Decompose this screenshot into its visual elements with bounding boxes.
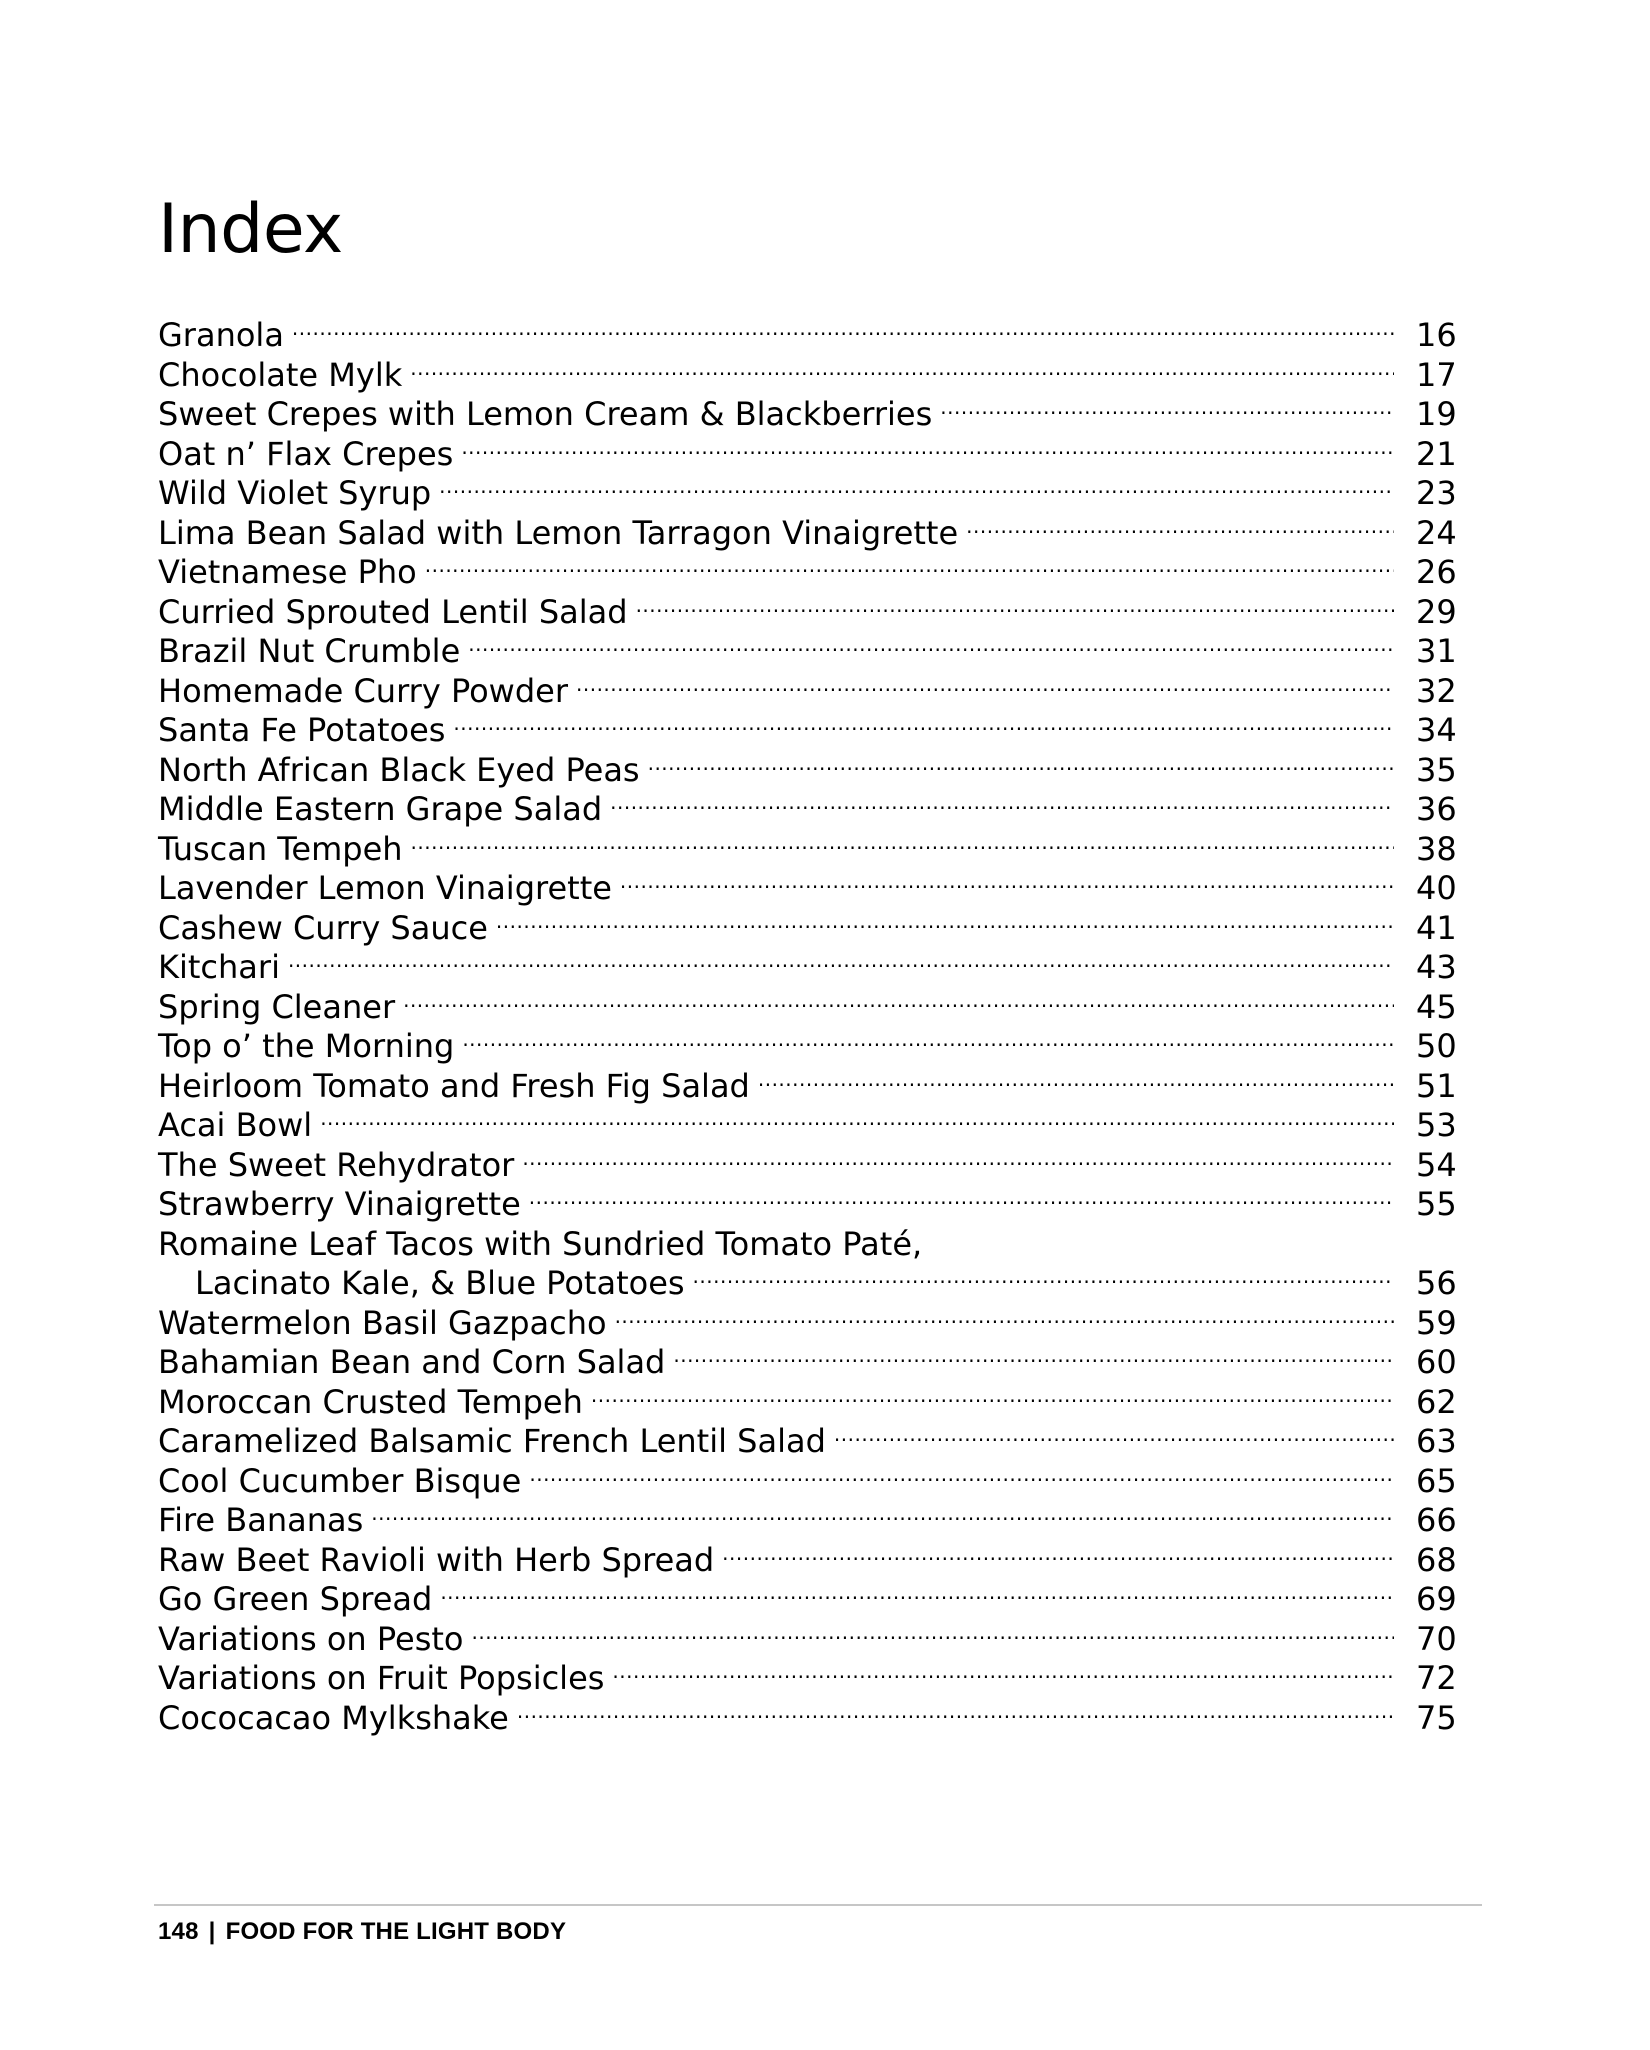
index-entry-page-number: 68 [1416,1540,1457,1579]
page-footer [158,1918,566,1946]
index-entry-page-number: 66 [1416,1501,1457,1539]
index-entry [158,474,1456,514]
index-entry [158,1027,1456,1067]
index-entry [158,1185,1456,1225]
index-entry-page-number: 75 [1416,1698,1457,1737]
index-entry-title: Watermelon Basil Gazpacho [158,1303,607,1342]
index-entry [158,1462,1456,1502]
dot-leader [576,671,1394,711]
index-entry [158,395,1456,435]
index-entry [158,1422,1456,1462]
index-entry-page-number: 16 [1416,316,1457,354]
index-entry-page-number: 53 [1416,1106,1457,1144]
dot-leader [439,473,1394,513]
index-entry-title: Moroccan Crusted Tempeh [158,1382,583,1421]
dot-leader [425,552,1394,592]
dot-leader [320,1105,1394,1145]
index-entry [158,1343,1456,1383]
index-entry-title: Go Green Spread [158,1580,433,1618]
index-entry [158,1264,1456,1304]
index-entry [158,711,1456,751]
index-entry-title: Tuscan Tempeh [158,829,403,868]
dot-leader [288,947,1394,987]
dot-leader [620,868,1394,908]
index-entry [158,1106,1456,1146]
index-entry-page-number: 26 [1416,553,1457,591]
dot-leader [529,1184,1394,1224]
index-entry-title: Kitchari [158,948,280,986]
index-entry-title: Cashew Curry Sauce [158,908,488,947]
index-entry-page-number: 32 [1416,671,1457,710]
index-entry-title: Curried Sprouted Lentil Salad [158,592,628,631]
dot-leader [411,829,1394,869]
dot-leader [468,631,1394,671]
index-entry-title: Bahamian Bean and Corn Salad [158,1343,666,1381]
index-entry [158,1501,1456,1541]
dot-leader [834,1421,1394,1461]
index-entry-title: Caramelized Balsamic French Lentil Salad [158,1422,826,1460]
index-entry [158,751,1456,791]
index-entry-page-number: 19 [1416,395,1457,433]
footer-divider [154,1904,1482,1906]
index-entry [158,1067,1456,1107]
page-title: Index [158,190,343,269]
index-entry [158,1659,1456,1699]
footer-book-title: FOOD FOR THE LIGHT BODY [225,1918,567,1945]
index-entry-title: Santa Fe Potatoes [158,711,446,749]
index-entry-page-number: 55 [1416,1185,1457,1223]
index-entry [158,790,1456,830]
dot-leader [591,1382,1394,1422]
index-entry-title: Middle Eastern Grape Salad [158,790,603,828]
dot-leader [966,513,1394,553]
dot-leader [410,355,1394,395]
dot-leader [371,1500,1394,1540]
index-entry [158,909,1456,949]
dot-leader [610,789,1394,829]
index-entry-title: Lavender Lemon Vinaigrette [158,869,612,907]
dot-leader [517,1698,1394,1738]
index-entry-page-number: 31 [1416,632,1457,670]
index-entry-page-number: 40 [1416,869,1457,907]
index-entry-title: Wild Violet Syrup [158,474,432,512]
index-entry-title: Sweet Crepes with Lemon Cream & Blackberries [158,395,933,433]
index-entry-title: Cool Cucumber Bisque [158,1461,522,1500]
dot-leader [673,1342,1394,1382]
dot-leader [693,1263,1394,1303]
index-entry [158,948,1456,988]
index-entry [158,632,1456,672]
index-entry [158,1620,1456,1660]
dot-leader [462,1026,1394,1066]
index-entry-title: Fire Bananas [158,1501,364,1539]
index-entry [158,1304,1456,1344]
index-entry-page-number: 17 [1416,355,1457,394]
index-entry-title: Brazil Nut Crumble [158,632,461,670]
index-entry-page-number: 36 [1416,790,1457,828]
index-entry [158,1146,1456,1186]
dot-leader [403,987,1394,1027]
index-list [158,316,1456,1738]
index-entry-title: Chocolate Mylk [158,355,403,394]
index-entry-title: Spring Cleaner [158,987,396,1026]
index-entry-page-number: 69 [1416,1580,1457,1618]
dot-leader [496,908,1394,948]
footer-separator: | [208,1918,216,1945]
index-entry-page-number: 29 [1416,592,1457,631]
dot-leader [636,592,1394,632]
index-entry-title: Vietnamese Pho [158,553,417,591]
index-entry [158,593,1456,633]
index-entry-page-number: 24 [1416,513,1457,552]
dot-leader [758,1066,1394,1106]
index-entry-page-number: 45 [1416,987,1457,1026]
dot-leader [522,1145,1394,1185]
index-entry-title: Lacinato Kale, & Blue Potatoes [195,1264,685,1302]
index-entry-page-number: 21 [1416,434,1457,473]
index-entry-title: Oat n’ Flax Crepes [158,434,454,473]
index-entry [158,553,1456,593]
index-entry-page-number: 41 [1416,908,1457,947]
index-entry-title: The Sweet Rehydrator [158,1145,515,1184]
index-entry-page-number: 50 [1416,1027,1457,1065]
dot-leader [461,434,1394,474]
dot-leader [648,750,1394,790]
index-entry-title: Granola [158,316,284,354]
index-entry [158,1225,1456,1265]
dot-leader [440,1579,1394,1619]
index-entry-title: Heirloom Tomato and Fresh Fig Salad [158,1066,750,1105]
index-entry-page-number: 63 [1416,1422,1457,1460]
dot-leader [722,1540,1394,1580]
index-entry [158,869,1456,909]
index-entry [158,1580,1456,1620]
index-entry [158,356,1456,396]
index-entry-title: Cococacao Mylkshake [158,1698,509,1737]
index-entry [158,988,1456,1028]
index-entry [158,435,1456,475]
index-entry-title: Raw Beet Ravioli with Herb Spread [158,1540,715,1579]
index-entry [158,672,1456,712]
index-entry-page-number: 43 [1416,948,1457,986]
index-entry-title: Variations on Pesto [158,1619,464,1658]
index-entry-page-number: 62 [1416,1382,1457,1421]
index-entry-page-number: 72 [1416,1659,1457,1697]
dot-leader [292,315,1394,355]
index-entry-title: Variations on Fruit Popsicles [158,1659,605,1697]
index-entry-title: Lima Bean Salad with Lemon Tarragon Vinaigrette [158,513,959,552]
index-entry-title: Strawberry Vinaigrette [158,1185,521,1223]
dot-leader [471,1619,1394,1659]
index-entry [158,1383,1456,1423]
index-entry-title: Romaine Leaf Tacos with Sundried Tomato Paté, [158,1224,923,1263]
index-entry-title: Homemade Curry Powder [158,671,568,710]
dot-leader [615,1303,1394,1343]
index-entry [158,316,1456,356]
dot-leader [940,394,1394,434]
index-entry-page-number: 51 [1416,1066,1457,1105]
index-entry-page-number: 38 [1416,829,1457,868]
index-entry [158,514,1456,554]
index-entry-page-number: 23 [1416,474,1457,512]
index-entry-title: North African Black Eyed Peas [158,750,640,789]
index-entry [158,1699,1456,1739]
dot-leader [529,1461,1394,1501]
index-entry-page-number: 70 [1416,1619,1457,1658]
index-entry-title: Acai Bowl [158,1106,313,1144]
footer-page-number: 148 [158,1918,199,1945]
index-entry-page-number: 56 [1416,1264,1457,1302]
index-entry-page-number: 54 [1416,1145,1457,1184]
index-entry-page-number: 60 [1416,1343,1457,1381]
index-entry-page-number: 34 [1416,711,1457,749]
index-entry [158,830,1456,870]
dot-leader [612,1658,1394,1698]
index-entry-title: Top o’ the Morning [158,1027,455,1065]
index-entry-page-number: 65 [1416,1461,1457,1500]
index-entry [158,1541,1456,1581]
index-entry-page-number: 35 [1416,750,1457,789]
dot-leader [453,710,1394,750]
index-entry-page-number: 59 [1416,1303,1457,1342]
